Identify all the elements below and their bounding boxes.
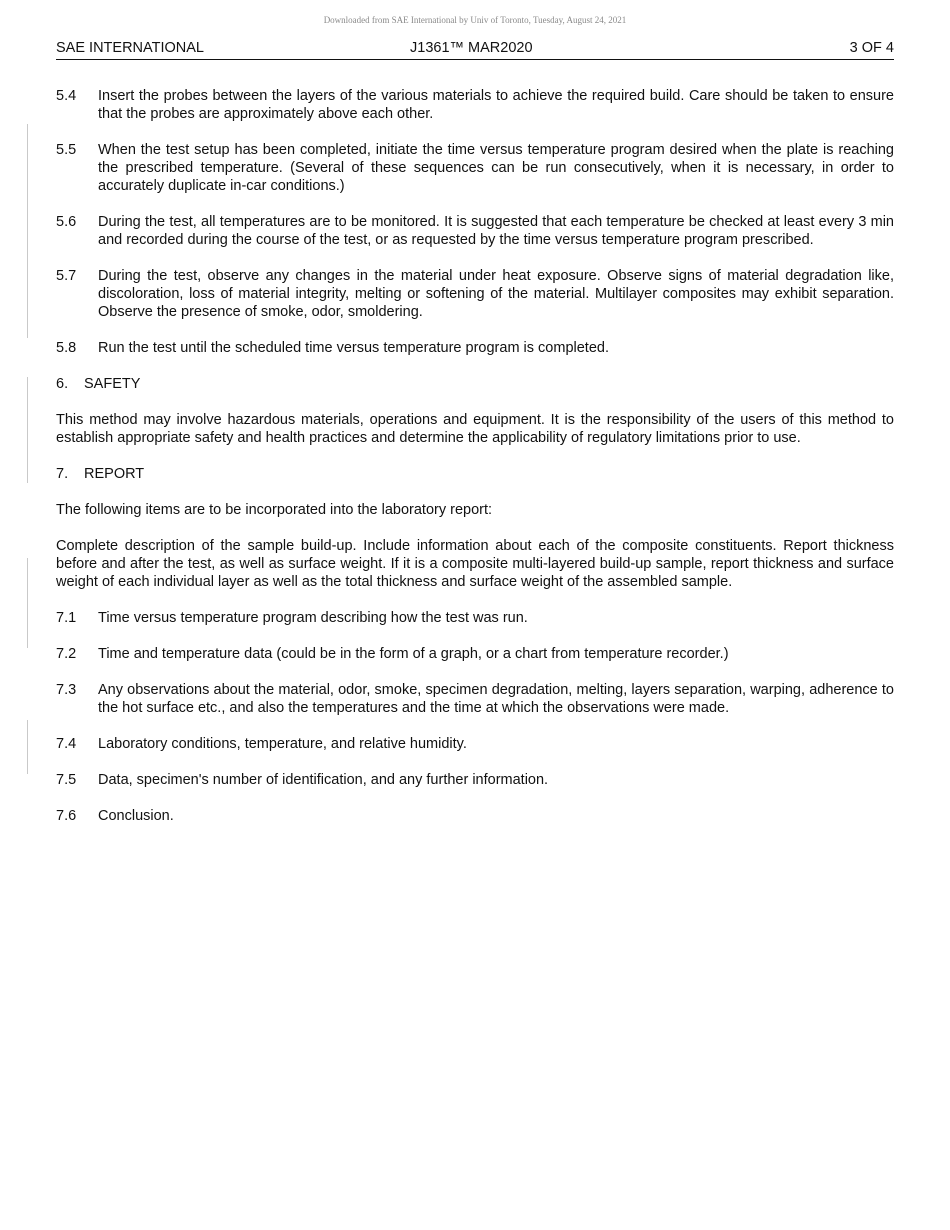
item-number: 5.4 (56, 88, 77, 104)
section-item (56, 771, 894, 789)
item-number: 5.7 (56, 268, 77, 284)
heading-number: 7. (56, 466, 69, 482)
item-text: Data, specimen's number of identification, and any further information. (98, 772, 549, 788)
heading-number: 6. (56, 376, 69, 392)
section-item (56, 681, 894, 717)
section-item (56, 213, 894, 249)
item-number: 5.8 (56, 340, 77, 356)
change-bar (27, 720, 28, 774)
section-item (56, 87, 894, 123)
section-heading-report (56, 465, 894, 483)
change-bar (27, 377, 28, 483)
safety-paragraph: This method may involve hazardous materials, operations and equipment. It is the responsibility of the users of this method to establish appropriate safety and health practices and determine the applicability of regulatory limitations prior to use. (56, 412, 894, 446)
section-item (56, 645, 894, 663)
report-paragraph: Complete description of the sample build-up. Include information about each of the composite constituents. Report thickness before and after the test, as well as surface weight. If it is a composite multi-layered build-up sample, report thickness and surface weight of each individual layer as well as the total thickness and surface weight of the assembled sample. (56, 538, 894, 590)
document-body (56, 87, 894, 843)
section-item (56, 609, 894, 627)
section-item (56, 339, 894, 357)
item-text: Conclusion. (98, 808, 174, 824)
change-bar (27, 124, 28, 338)
download-note: Downloaded from SAE International by Univ of Toronto, Tuesday, August 24, 2021 (323, 15, 627, 25)
header-page-number: 3 OF 4 (849, 40, 894, 56)
item-text: Run the test until the scheduled time versus temperature program is completed. (98, 340, 609, 356)
change-bar (27, 558, 28, 648)
section-item (56, 141, 894, 195)
item-number: 7.3 (56, 682, 77, 698)
item-text: Laboratory conditions, temperature, and relative humidity. (98, 736, 467, 752)
report-intro: The following items are to be incorporated into the laboratory report: (56, 502, 493, 518)
item-number: 5.6 (56, 214, 77, 230)
item-text: When the test setup has been completed, initiate the time versus temperature program desired when the plate is reaching the prescribed temperature. (Several of these sequences can be run consecutively, when it is necessary, in order to accurately duplicate in-car conditions.) (98, 142, 894, 194)
item-number: 7.5 (56, 772, 77, 788)
item-number: 7.4 (56, 736, 77, 752)
item-number: 5.5 (56, 142, 77, 158)
item-text: During the test, all temperatures are to be monitored. It is suggested that each temperature be checked at least every 3 min and recorded during the course of the test, or as requested by the time versus temperature program prescribed. (98, 214, 894, 248)
item-number: 7.1 (56, 610, 77, 626)
section-item (56, 267, 894, 321)
section-item (56, 735, 894, 753)
page-header (56, 38, 894, 60)
item-text: Insert the probes between the layers of the various materials to achieve the required build. Care should be taken to ensure that the probes are approximately above each other. (98, 88, 894, 122)
header-doc-id: J1361™ MAR2020 (410, 40, 533, 56)
section-heading-safety (56, 375, 894, 393)
item-text: During the test, observe any changes in the material under heat exposure. Observe signs of material degradation like, discoloration, loss of material integrity, melting or softening of the material. Multilayer composites may exhibit separation. Observe the presence of smoke, odor, smoldering. (98, 268, 894, 320)
header-publisher: SAE INTERNATIONAL (56, 40, 204, 56)
section-item (56, 807, 894, 825)
heading-title: REPORT (84, 466, 145, 482)
item-text: Time and temperature data (could be in the form of a graph, or a chart from temperature recorder.) (98, 646, 729, 662)
heading-title: SAFETY (84, 376, 141, 392)
item-text: Time versus temperature program describing how the test was run. (98, 610, 528, 626)
item-text: Any observations about the material, odor, smoke, specimen degradation, melting, layers separation, warping, adherence to the hot surface etc., and also the temperatures and the time at which the observations were made. (98, 682, 894, 716)
item-number: 7.6 (56, 808, 77, 824)
item-number: 7.2 (56, 646, 77, 662)
